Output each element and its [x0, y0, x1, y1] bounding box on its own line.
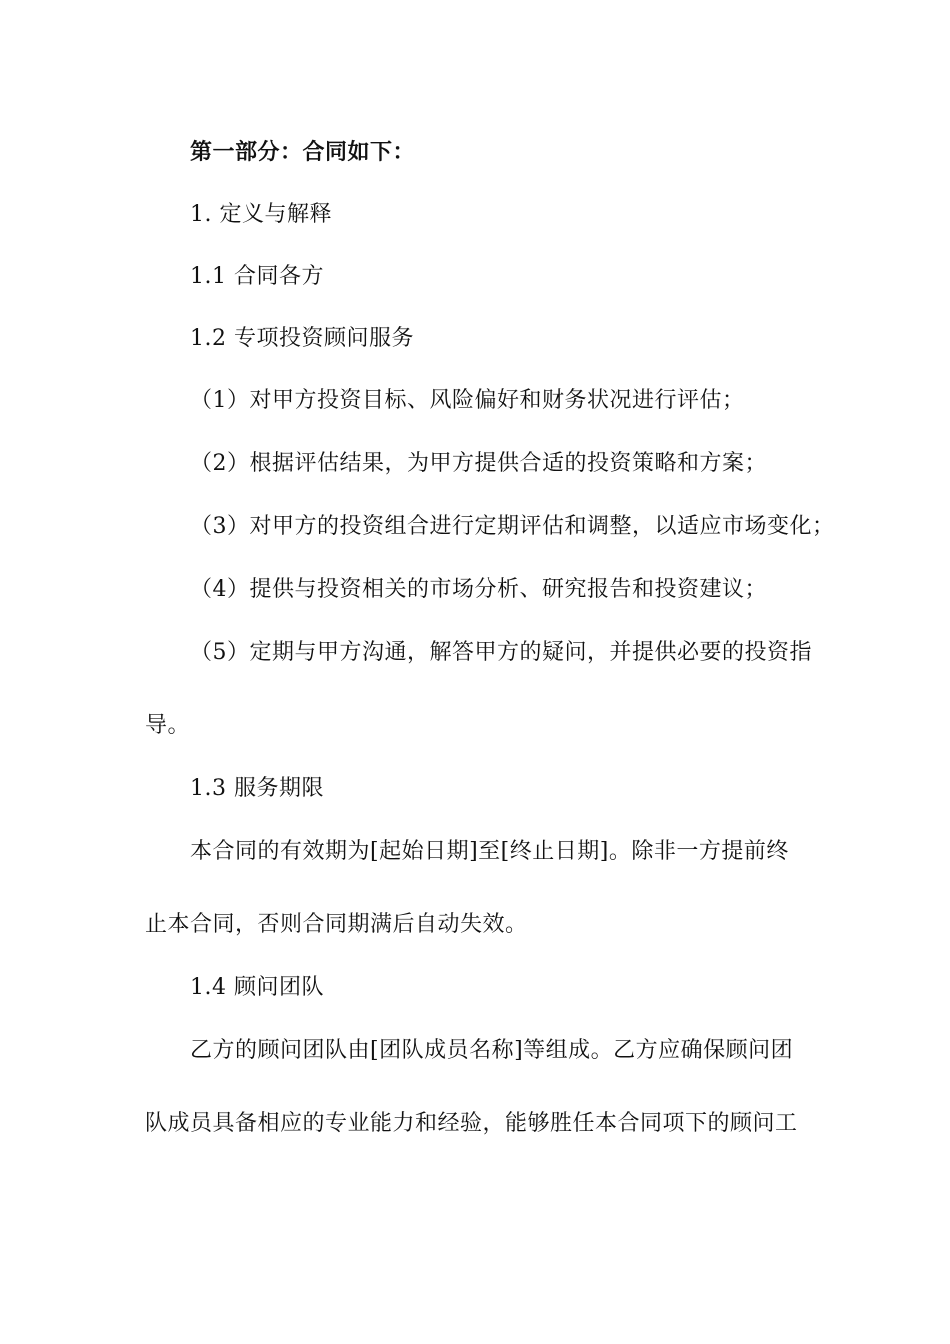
- section-1-3-heading: 1.3 服务期限: [190, 776, 324, 801]
- term-paragraph-line-1: 本合同的有效期为[起始日期]至[终止日期]。除非一方提前终: [190, 839, 789, 864]
- section-1-2-heading: 1.2 专项投资顾问服务: [190, 326, 414, 351]
- term-paragraph-line-2: 止本合同，否则合同期满后自动失效。: [145, 912, 528, 937]
- service-item-5-line-2: 导。: [145, 713, 191, 738]
- section-1-heading: 1. 定义与解释: [190, 202, 332, 227]
- service-item-4: （4）提供与投资相关的市场分析、研究报告和投资建议；: [190, 577, 767, 602]
- service-item-3: （3）对甲方的投资组合进行定期评估和调整，以适应市场变化；: [190, 514, 835, 539]
- section-1-4-heading: 1.4 顾问团队: [190, 975, 324, 1000]
- service-item-1: （1）对甲方投资目标、风险偏好和财务状况进行评估；: [190, 388, 745, 413]
- part-heading: 第一部分：合同如下：: [190, 140, 416, 165]
- service-item-5-line-1: （5）定期与甲方沟通，解答甲方的疑问，并提供必要的投资指: [190, 640, 812, 665]
- team-paragraph-line-1: 乙方的顾问团队由[团队成员名称]等组成。乙方应确保顾问团: [190, 1038, 794, 1063]
- section-1-1-heading: 1.1 合同各方: [190, 264, 324, 289]
- service-item-2: （2）根据评估结果，为甲方提供合适的投资策略和方案；: [190, 451, 767, 476]
- team-paragraph-line-2: 队成员具备相应的专业能力和经验，能够胜任本合同项下的顾问工: [145, 1111, 798, 1136]
